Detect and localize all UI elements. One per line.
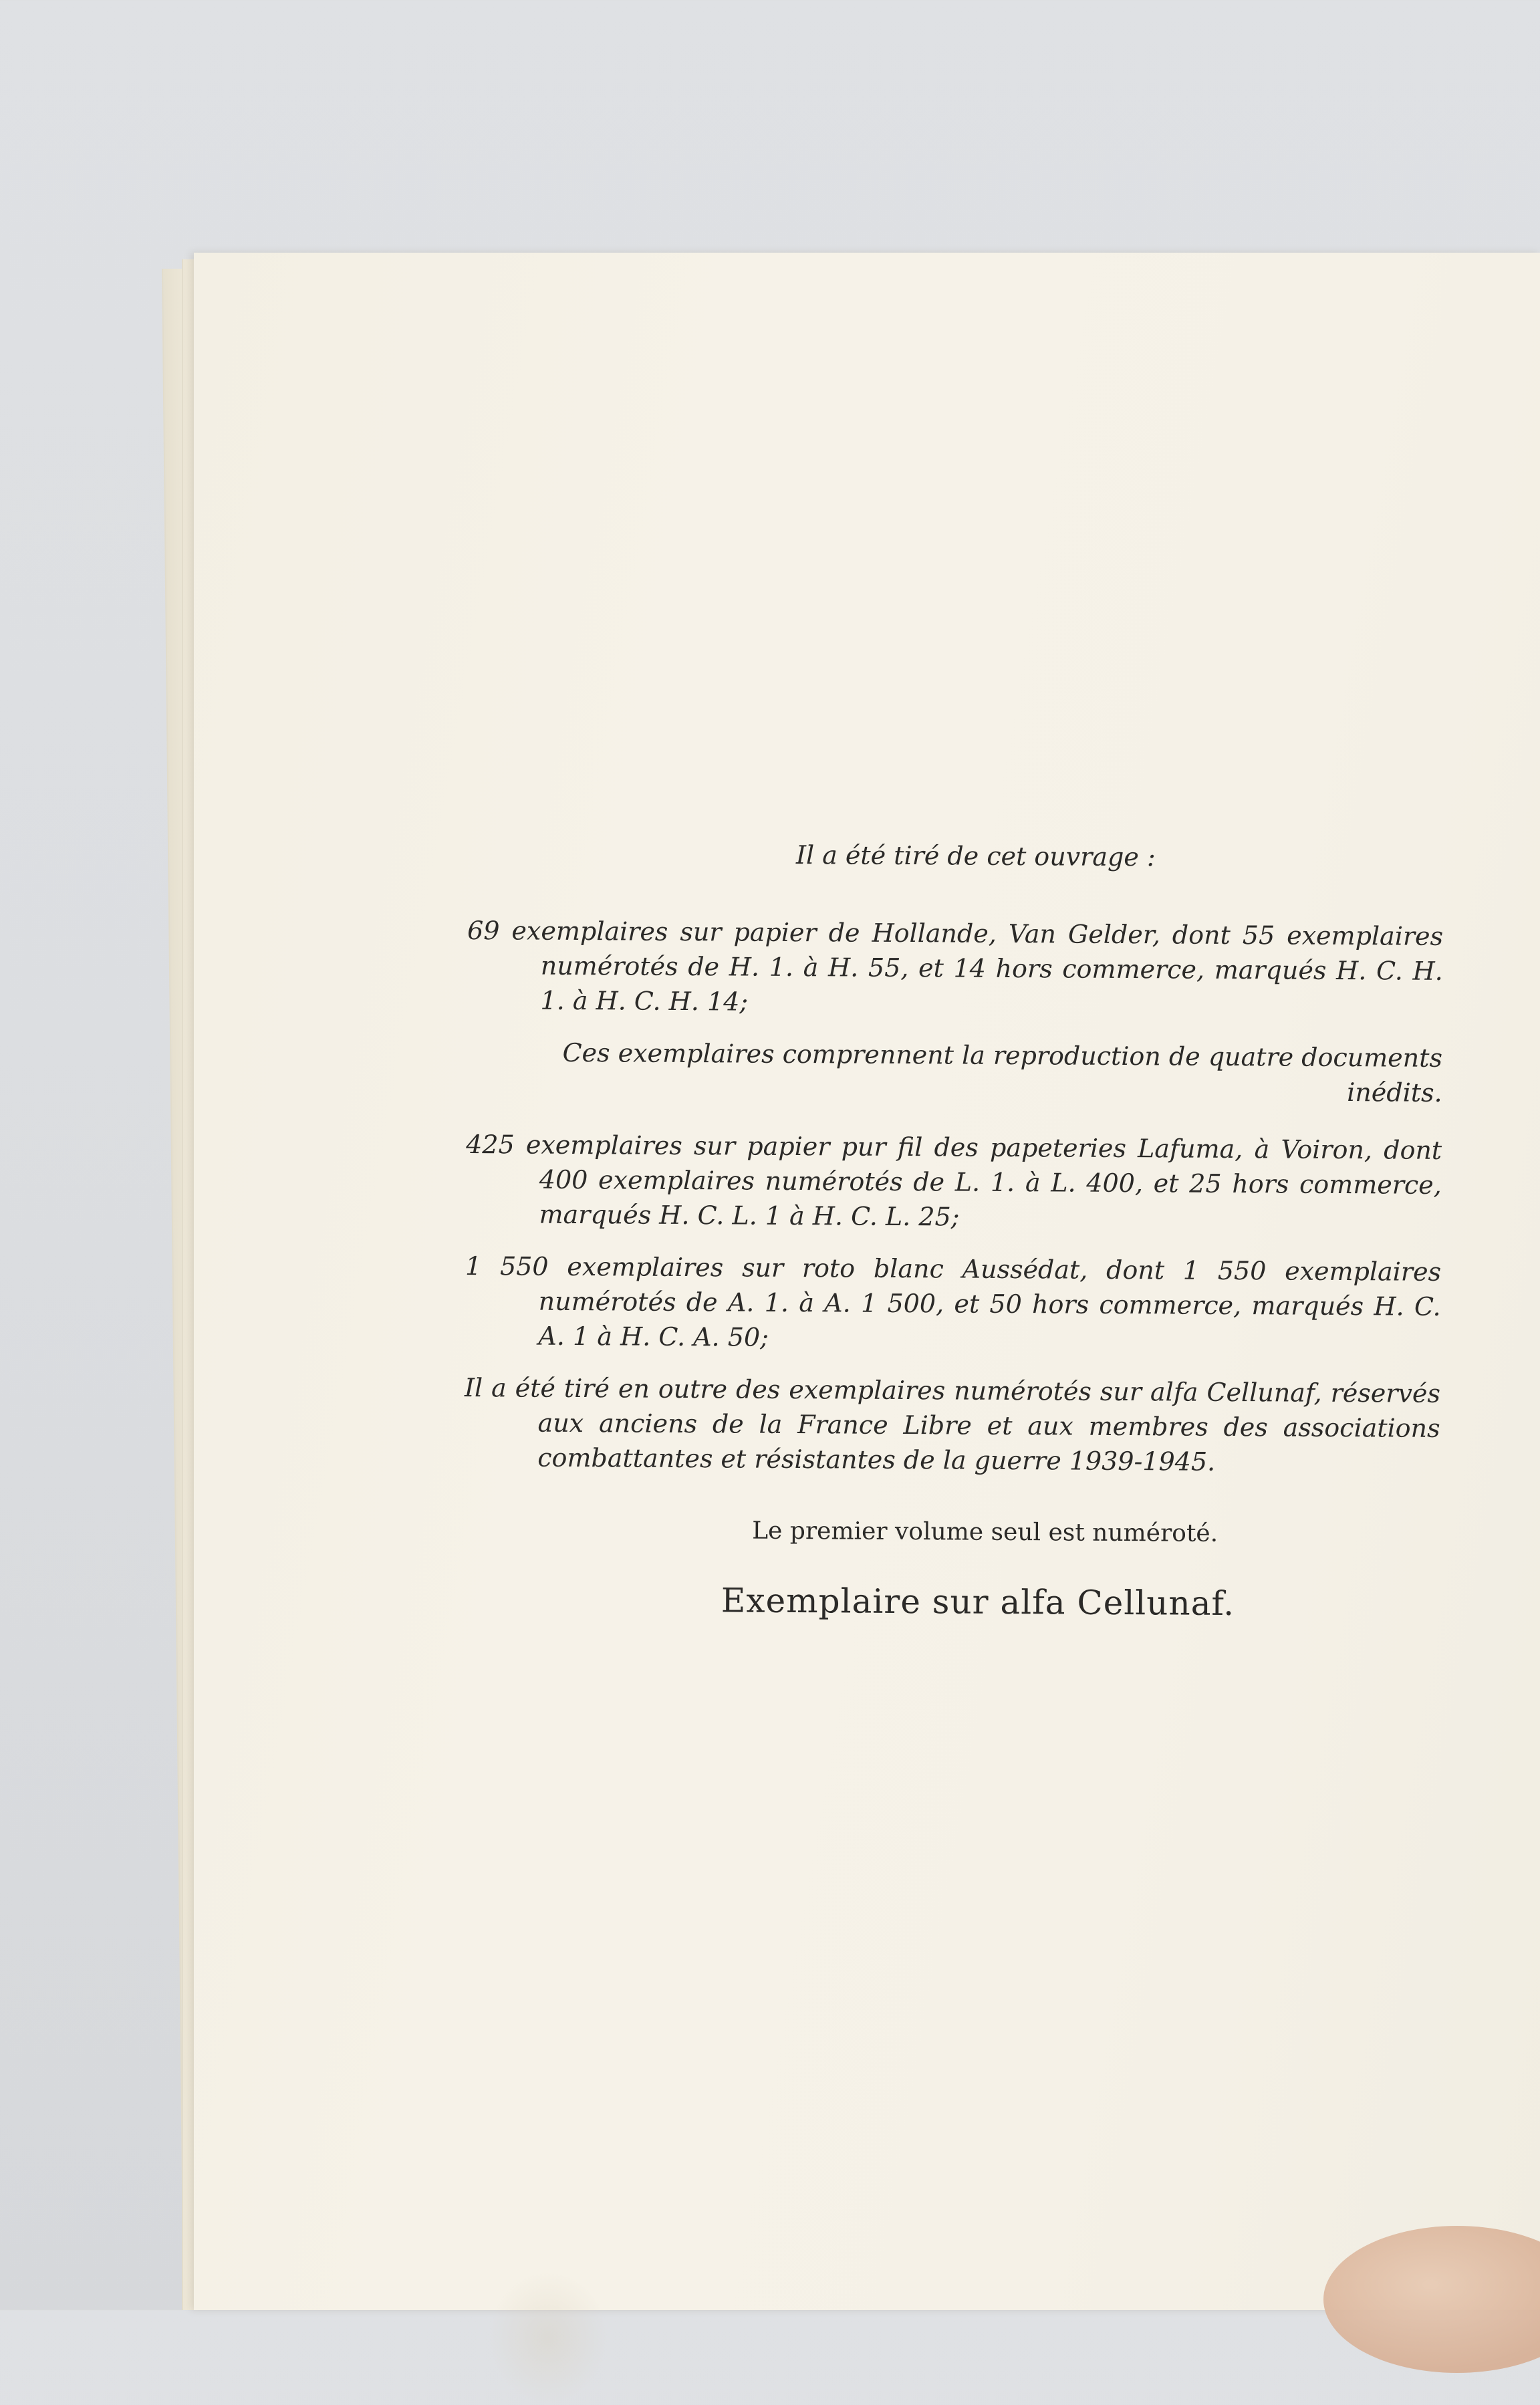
edition-entry-cellunaf: Il a été tiré en outre des exemplaires numérotés sur alfa Cellunaf, réservés aux anciens de la France Libre et aux membres des associations combattantes et résistantes de la guerre 1939-1945.	[464, 1372, 1441, 1477]
edition-entry-aussedat: 1 550 exemplaires sur roto blanc Aussédat, dont 1 550 exemplaires numérotés de A. 1. à A. 1 500, et 50 hors commerce, marqués H. C. A. 1 à H. C. A. 50;	[465, 1251, 1442, 1352]
copy-note: Exemplaire sur alfa Cellunaf.	[721, 1581, 1235, 1624]
documents-note: Ces exemplaires comprennent la reproduction de quatre documents inédits.	[562, 1037, 1443, 1108]
colophon	[463, 836, 1444, 1622]
paper-stain	[488, 2271, 608, 2405]
edition-entry-hollande: 69 exemplaires sur papier de Hollande, Van Gelder, dont 55 exemplaires numérotés de H. 1. à H. 55, et 14 hors commerce, marqués H. C. H. 1. à H. C. H. 14;	[467, 915, 1444, 1017]
numbering-note: Le premier volume seul est numéroté.	[752, 1517, 1218, 1547]
colophon-heading: Il a été tiré de cet ouvrage :	[795, 840, 1156, 872]
edition-entry-lafuma: 425 exemplaires sur papier pur fil des papeteries Lafuma, à Voiron, dont 400 exemplaires numérotés de L. 1. à L. 400, et 25 hors commerce, marqués H. C. L. 1 à H. C. L. 25;	[466, 1129, 1442, 1232]
